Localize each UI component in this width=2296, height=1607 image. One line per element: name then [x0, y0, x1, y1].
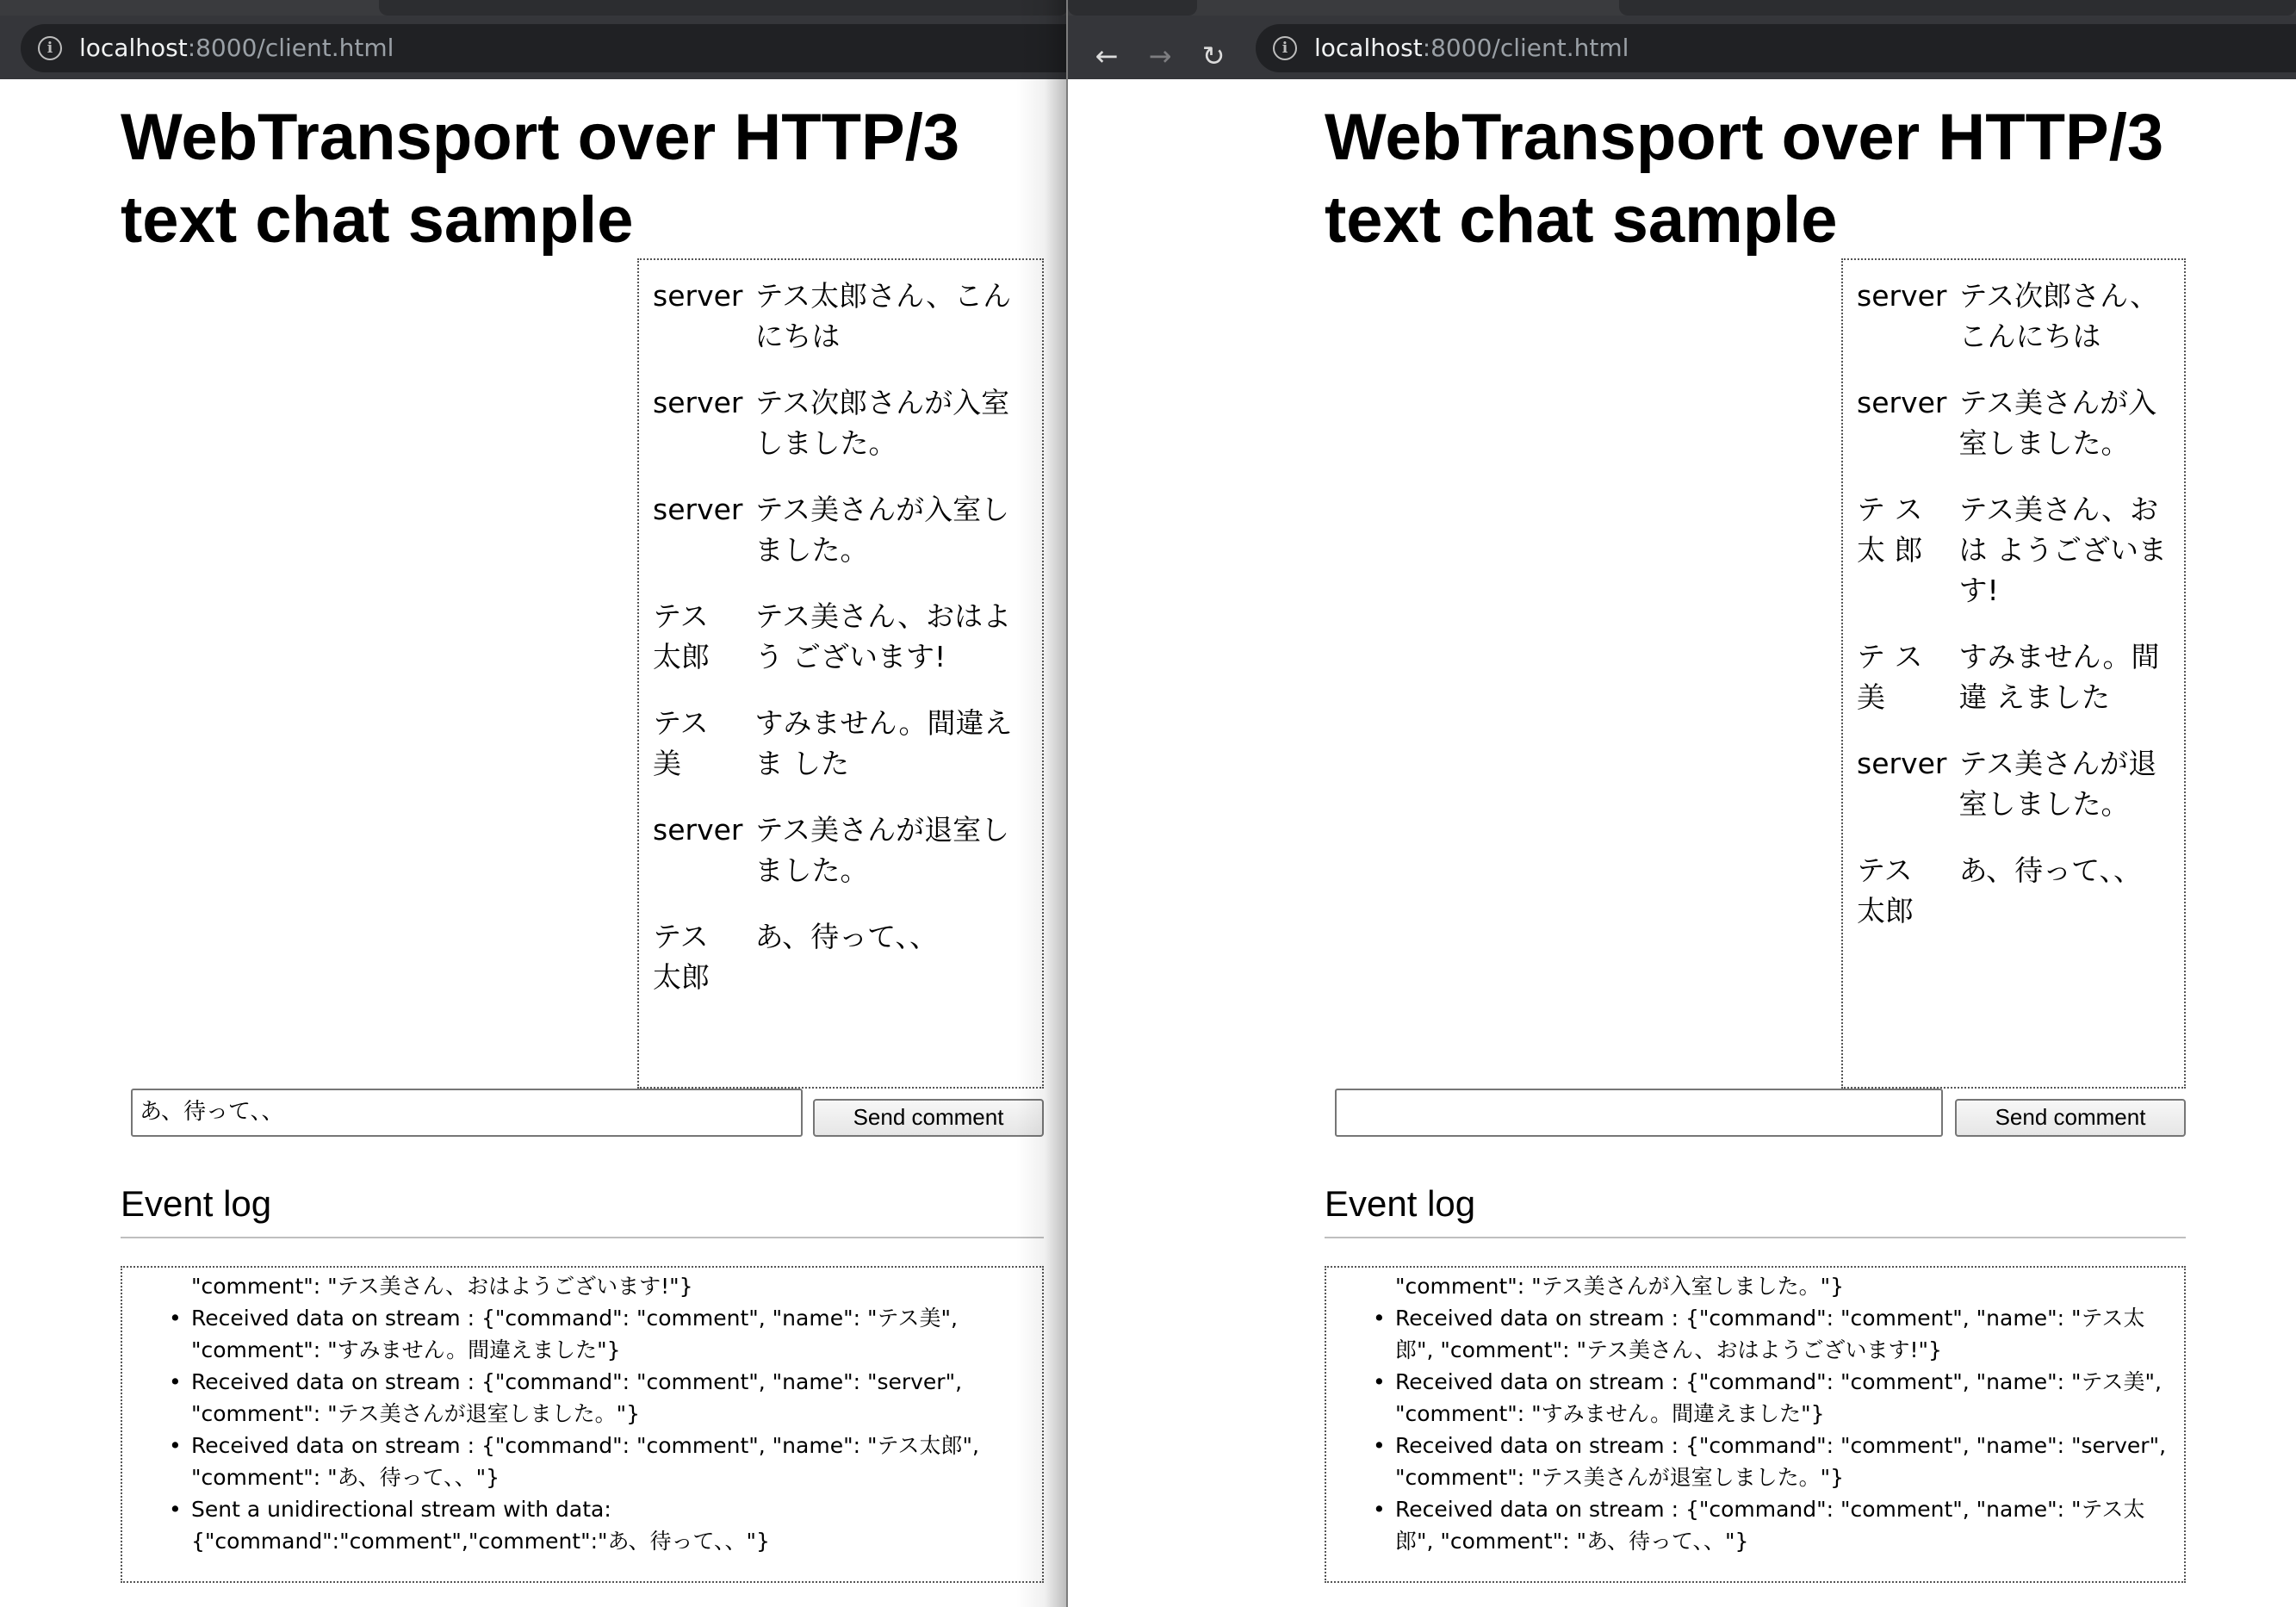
url-path: :8000/client.html [1422, 34, 1629, 62]
chat-table [641, 258, 1042, 1023]
chat-message: テス美さんが入 室しました。 [1958, 386, 2157, 460]
browser-toolbar [0, 16, 1068, 79]
chat-row [1857, 489, 2172, 611]
chat-sender: server [1857, 279, 1947, 313]
log-entry: "comment": "テス美さんが入室しました。"} [1395, 1274, 1845, 1299]
chat-sender: server [653, 813, 743, 847]
log-entry: • Received data on stream : {"command": "comment", "name": "server", "comment": "テス美さんが退室しました。"} [1326, 1430, 2184, 1493]
chat-message: すみません。間違 えました [1958, 640, 2160, 714]
event-log-heading: Event log [121, 1183, 272, 1224]
send-comment-button[interactable]: Send comment [1955, 1099, 2186, 1137]
chat-message: テス美さんが入室し ました。 [754, 493, 1010, 567]
chat-list[interactable] [637, 258, 1044, 1089]
url-host: localhost [1314, 34, 1423, 62]
log-entry: • Received data on stream : {"command": "comment", "name": "テス美", "comment": "すみません。間違えました"} [1326, 1366, 2184, 1430]
page-title-line1: WebTransport over HTTP/3 [121, 101, 960, 174]
browser-chrome [0, 0, 1068, 79]
arrow-right-icon[interactable]: → [1148, 40, 1172, 72]
chat-row [653, 810, 1030, 890]
left-browser-window [0, 0, 1068, 1607]
address-bar[interactable] [1256, 24, 2296, 72]
chat-message: テス美さん、おはよう ございます! [754, 599, 1012, 673]
send-comment-button[interactable]: Send comment [813, 1099, 1044, 1137]
chat-row [653, 276, 1030, 357]
chat-message: テス美さんが退 室しました。 [1958, 747, 2157, 821]
page-content [0, 79, 1068, 1607]
section-divider [121, 1237, 1044, 1238]
chat-sender: テ ス 美 [1857, 640, 1923, 714]
chat-sender: テス 太郎 [653, 599, 710, 673]
arrow-left-icon[interactable]: ← [1095, 40, 1119, 72]
log-entry: • Sent a unidirectional stream with data: {"command":"comment","comment":"あ、待って、、"} [122, 1493, 1042, 1557]
log-entry: • Received data on stream : {"command": "comment", "name": "server", "comment": "テス美さんが退室しました。"} [122, 1366, 1042, 1430]
chat-row [1857, 743, 2172, 824]
comment-input[interactable] [1335, 1089, 1943, 1137]
chat-row [653, 916, 1030, 997]
chat-row [1857, 276, 2172, 357]
tab-strip-left [1068, 0, 1197, 16]
event-log-heading: Event log [1325, 1183, 1476, 1224]
page-title-line2: text chat sample [1325, 183, 1838, 257]
address-url [79, 34, 394, 63]
tab-strip [379, 0, 1068, 16]
right-browser-window [1068, 0, 2296, 1607]
browser-chrome [1068, 0, 2296, 79]
chat-row [653, 703, 1030, 784]
chat-row [1857, 382, 2172, 463]
chat-row [1857, 850, 2172, 931]
address-bar[interactable] [21, 24, 1068, 72]
event-log[interactable] [121, 1266, 1044, 1583]
comment-input[interactable]: あ、待って、、 [131, 1089, 803, 1137]
page-title [1325, 96, 2163, 262]
page-title [121, 96, 959, 262]
chat-row [1857, 636, 2172, 717]
chat-message: テス太郎さん、こん にちは [754, 279, 1012, 353]
site-info-icon[interactable]: i [1273, 36, 1297, 60]
section-divider [1325, 1237, 2186, 1238]
chat-sender: server [653, 493, 743, 526]
page-content [1068, 79, 2296, 1607]
page-title-line1: WebTransport over HTTP/3 [1325, 101, 2164, 174]
address-url [1314, 34, 1629, 63]
event-log-list [1326, 1270, 2184, 1557]
chat-message: テス次郎さん、 こんにちは [1958, 279, 2159, 353]
chat-row [653, 489, 1030, 570]
chat-sender: server [653, 279, 743, 313]
chat-message: あ、待って、、 [754, 920, 938, 953]
log-entry: • Received data on stream : {"command": "comment", "name": "テス太郎", "comment": "あ、待って、、"} [122, 1430, 1042, 1493]
chat-row [653, 382, 1030, 463]
event-log[interactable] [1325, 1266, 2186, 1583]
log-entry: • Received data on stream : {"command": "comment", "name": "テス美", "comment": "すみません。間違えました"} [122, 1302, 1042, 1366]
browser-toolbar[interactable] [1068, 16, 2296, 79]
chat-sender: server [1857, 747, 1947, 780]
reload-icon[interactable]: ↻ [1201, 40, 1226, 72]
url-host: localhost [79, 34, 188, 62]
chat-message: テス次郎さんが入室 しました。 [754, 386, 1010, 460]
chat-table [1845, 258, 2184, 957]
chat-message: あ、待って、、 [1958, 853, 2142, 887]
log-entry: • Received data on stream : {"command": "comment", "name": "テス太郎", "comment": "あ、待って、、"} [1326, 1493, 2184, 1557]
chat-row [653, 596, 1030, 677]
log-entry: • Received data on stream : {"command": "comment", "name": "テス太郎", "comment": "テス美さん、おはようございます!"} [1326, 1302, 2184, 1366]
site-info-icon[interactable]: i [38, 36, 62, 60]
chat-sender: テス 太郎 [653, 920, 710, 994]
chat-message: テス美さん、おは ようございます! [1958, 493, 2167, 607]
chat-sender: テス 太郎 [1857, 853, 1914, 928]
chat-sender: server [653, 386, 743, 419]
chat-sender: テス 美 [653, 706, 709, 780]
tab-strip-right [1619, 0, 2296, 16]
chat-sender: server [1857, 386, 1947, 419]
page-title-line2: text chat sample [121, 183, 634, 257]
url-path: :8000/client.html [187, 34, 394, 62]
chat-message: テス美さんが退室し ました。 [754, 813, 1010, 887]
chat-message: すみません。間違えま した [754, 706, 1013, 780]
chat-sender: テ ス 太 郎 [1857, 493, 1923, 567]
log-entry: "comment": "テス美さん、おはようございます!"} [191, 1274, 693, 1299]
chat-list[interactable] [1841, 258, 2186, 1089]
event-log-list [122, 1270, 1042, 1557]
